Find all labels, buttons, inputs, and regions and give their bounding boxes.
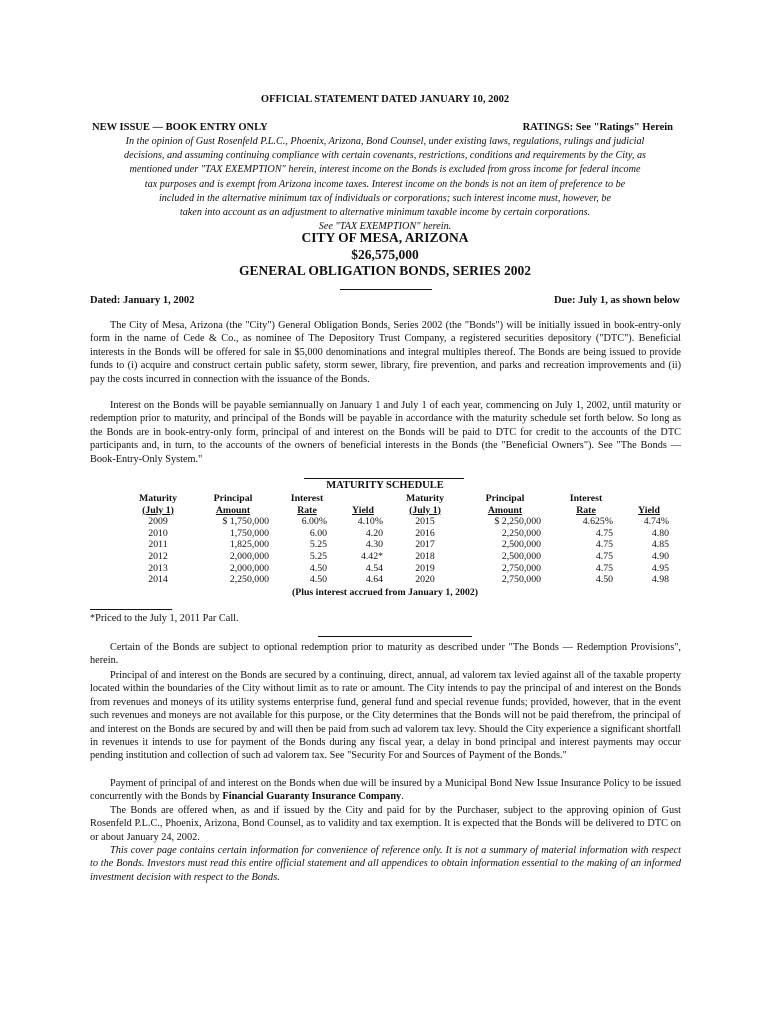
principal-amount-cell: 2,750,000 bbox=[501, 562, 541, 574]
title-divider bbox=[340, 289, 432, 290]
table-header-row-bottom bbox=[127, 505, 675, 517]
table-row bbox=[127, 539, 675, 551]
col-yield-header: Yield bbox=[352, 504, 374, 516]
principal-amount-cell: 2,500,000 bbox=[501, 550, 541, 562]
col-maturity-subheader: (July 1) bbox=[409, 504, 441, 516]
col-rate-subheader: Rate bbox=[576, 504, 596, 516]
yield-cell: 4.64 bbox=[365, 574, 383, 586]
maturity-year-cell: 2010 bbox=[148, 527, 168, 539]
principal-amount-cell: $ 1,750,000 bbox=[222, 516, 269, 528]
due-date: Due: July 1, as shown below bbox=[553, 295, 680, 306]
col-yield-spacer bbox=[337, 493, 389, 505]
interest-rate-cell: 4.50 bbox=[309, 574, 327, 586]
interest-rate-cell: 4.75 bbox=[595, 539, 613, 551]
interest-rate-cell: 5.25 bbox=[309, 550, 327, 562]
interest-rate-cell: 4.625% bbox=[582, 516, 613, 528]
col-interest-header: Interest bbox=[290, 493, 324, 504]
opinion-line: taken into account as an adjustment to alternative minimum taxable income by certain corporations. bbox=[179, 207, 591, 219]
interest-rate-cell: 4.75 bbox=[595, 562, 613, 574]
principal-amount-cell: 1,750,000 bbox=[229, 527, 269, 539]
maturity-year-cell: 2016 bbox=[415, 527, 435, 539]
paragraph-cover-notice: This cover page contains certain information for convenience of reference only. It is not a summary of material information with respect to the Bonds. Investors must read this entire official statement and all appendices to obtain information essential to the making of an informed investment decision with respect to the Bonds. bbox=[90, 845, 681, 883]
issue-series: GENERAL OBLIGATION BONDS, SERIES 2002 bbox=[239, 263, 531, 278]
issuer-name: CITY OF MESA, ARIZONA bbox=[301, 230, 469, 245]
table-row bbox=[127, 528, 675, 540]
maturity-year-cell: 2014 bbox=[148, 574, 168, 586]
maturity-year-cell: 2019 bbox=[415, 562, 435, 574]
interest-rate-cell: 4.75 bbox=[595, 550, 613, 562]
maturity-year-cell: 2011 bbox=[148, 539, 168, 551]
section-divider bbox=[318, 636, 472, 637]
col-principal-header: Principal bbox=[213, 493, 253, 504]
opinion-line: included in the alternative minimum tax of individuals or corporations; such interest income must, however, be bbox=[158, 192, 612, 204]
col-maturity-subheader: (July 1) bbox=[142, 504, 174, 516]
yield-cell: 4.20 bbox=[365, 527, 383, 539]
col-maturity-header: Maturity bbox=[405, 493, 445, 504]
maturity-year-cell: 2018 bbox=[415, 550, 435, 562]
principal-amount-cell: $ 2,250,000 bbox=[494, 516, 541, 528]
footnote: *Priced to the July 1, 2011 Par Call. bbox=[90, 613, 239, 624]
col-rate-subheader: Rate bbox=[297, 504, 317, 516]
yield-cell: 4.90 bbox=[651, 550, 669, 562]
table-row bbox=[127, 551, 675, 563]
official-statement-date: OFFICIAL STATEMENT DATED JANUARY 10, 2002 bbox=[260, 94, 510, 105]
maturity-year-cell: 2017 bbox=[415, 539, 435, 551]
ratings-label: RATINGS: See "Ratings" Herein bbox=[522, 122, 673, 133]
paragraph-insurance: Payment of principal of and interest on the Bonds when due will be insured by a Municipal Bond New Issue Insurance Policy to be issued concurrently with the Bonds by Financial Guaranty Insurance Company. bbox=[90, 778, 681, 803]
yield-cell: 4.30 bbox=[365, 539, 383, 551]
footnote-divider bbox=[90, 609, 172, 610]
interest-rate-cell: 6.00% bbox=[301, 516, 327, 528]
issue-title bbox=[0, 230, 770, 280]
col-interest-header: Interest bbox=[569, 493, 603, 504]
yield-cell: 4.54 bbox=[365, 562, 383, 574]
maturity-year-cell: 2020 bbox=[415, 574, 435, 586]
yield-cell: 4.10% bbox=[357, 516, 383, 528]
paragraph-redemption: Certain of the Bonds are subject to optional redemption prior to maturity as described under "The Bonds — Redemption Provisions", herein. bbox=[90, 642, 681, 667]
opinion-line: decisions, and assuming continuing compliance with certain covenants, restrictions, conditions and requirements by the City, as bbox=[123, 150, 647, 162]
yield-cell: 4.42* bbox=[360, 550, 383, 562]
paragraph-book-entry: The City of Mesa, Arizona (the "City") General Obligation Bonds, Series 2002 (the "Bonds") will be initially issued in book-entry-only form in the name of Cede & Co., as nominee of The Depository Trust Company, a registered securities depository ("DTC"). Beneficial interests in the Bonds will be offered for sale in $5,000 denominations and integral multiples thereof. The Bonds are being issued to provide funds to (i) acquire and construct certain public safety, storm sewer, library, fire prevention, and parks and recreation improvements and (ii) pay the costs incurred in connection with the issuance of the Bonds. bbox=[90, 320, 681, 385]
paragraph-security: Principal of and interest on the Bonds are secured by a continuing, direct, annual, ad valorem tax levied against all of the taxable property located within the boundaries of the City without limit as to rate or amount. The City intends to pay the principal of and interest on the Bonds from revenues and moneys of its utility systems enterprise fund, general fund and special revenue funds; provided, however, that in the event such revenues and moneys are not available for this purpose, or the City determines that the Bonds will not be paid therefrom, the principal of and interest on the Bonds are secured by and will then be paid from such ad valorem tax levy. Should the City experience a significant shortfall in revenues it intends to use for payment of the Bonds during any fiscal year, a delay in bond principal and interest payments may occur pending institution and collection of such ad valorem tax. See "Security For and Sources of Payment of the Bonds." bbox=[90, 670, 681, 762]
table-row bbox=[127, 574, 675, 586]
maturity-year-cell: 2015 bbox=[415, 516, 435, 528]
dated-date: Dated: January 1, 2002 bbox=[90, 295, 195, 306]
col-yield-header: Yield bbox=[638, 504, 660, 516]
principal-amount-cell: 2,750,000 bbox=[501, 574, 541, 586]
opinion-line: mentioned under "TAX EXEMPTION" herein, interest income on the Bonds is excluded from gross income for federal income bbox=[129, 164, 641, 176]
interest-rate-cell: 6.00 bbox=[309, 527, 327, 539]
opinion-line: See "TAX EXEMPTION" herein. bbox=[318, 221, 452, 233]
yield-cell: 4.85 bbox=[651, 539, 669, 551]
yield-cell: 4.74% bbox=[643, 516, 669, 528]
interest-rate-cell: 4.50 bbox=[595, 574, 613, 586]
principal-amount-cell: 1,825,000 bbox=[229, 539, 269, 551]
bond-counsel-opinion bbox=[86, 135, 684, 234]
col-principal-header: Principal bbox=[485, 493, 525, 504]
maturity-schedule-title: MATURITY SCHEDULE bbox=[326, 480, 444, 491]
yield-cell: 4.98 bbox=[651, 574, 669, 586]
schedule-divider bbox=[304, 478, 464, 479]
maturity-year-cell: 2009 bbox=[148, 516, 168, 528]
new-issue-label: NEW ISSUE — BOOK ENTRY ONLY bbox=[92, 122, 268, 133]
principal-amount-cell: 2,250,000 bbox=[501, 527, 541, 539]
paragraph-interest-payment: Interest on the Bonds will be payable semiannually on January 1 and July 1 of each year, commencing on July 1, 2002, until maturity or redemption prior to maturity, and principal of the Bonds will be payable in accordance with the maturity schedule set forth below. So long as the Bonds are in book-entry-only form, principal of and interest on the Bonds will be paid to DTC for credit to the accounts of the DTC participants and, in turn, to the accounts of the owners of beneficial interests in the Bonds (the "Beneficial Owners"). See "The Bonds — Book-Entry-Only System." bbox=[90, 400, 681, 465]
opinion-line: tax purposes and is exempt from Arizona income taxes. Interest income on the bonds is not an item of preference to be bbox=[144, 178, 626, 190]
issue-amount: $26,575,000 bbox=[351, 246, 419, 262]
maturity-schedule-table bbox=[127, 493, 675, 586]
col-yield-spacer bbox=[623, 493, 675, 505]
yield-cell: 4.80 bbox=[651, 527, 669, 539]
interest-rate-cell: 4.75 bbox=[595, 527, 613, 539]
yield-cell: 4.95 bbox=[651, 562, 669, 574]
interest-rate-cell: 4.50 bbox=[309, 562, 327, 574]
interest-rate-cell: 5.25 bbox=[309, 539, 327, 551]
principal-amount-cell: 2,500,000 bbox=[501, 539, 541, 551]
paragraph-offering: The Bonds are offered when, as and if issued by the City and paid for by the Purchaser, subject to the approving opinion of Gust Rosenfeld P.L.C., Phoenix, Arizona, Bond Counsel, as to validity and tax exemption. It is expected that the Bonds will be delivered to DTC on or about January 24, 2002. bbox=[90, 805, 681, 843]
insurer-name: Financial Guaranty Insurance Company bbox=[222, 791, 402, 803]
plus-accrued-interest: (Plus interest accrued from January 1, 2002) bbox=[291, 587, 479, 598]
maturity-year-cell: 2012 bbox=[148, 550, 168, 562]
principal-amount-cell: 2,000,000 bbox=[229, 562, 269, 574]
principal-amount-cell: 2,000,000 bbox=[229, 550, 269, 562]
col-maturity-header: Maturity bbox=[138, 493, 178, 504]
maturity-year-cell: 2013 bbox=[148, 562, 168, 574]
table-header-row-top bbox=[127, 493, 675, 505]
principal-amount-cell: 2,250,000 bbox=[229, 574, 269, 586]
table-row bbox=[127, 516, 675, 528]
opinion-line: In the opinion of Gust Rosenfeld P.L.C., Phoenix, Arizona, Bond Counsel, under existing laws, regulations, rulings and judicial bbox=[125, 136, 645, 147]
col-principal-subheader: Amount bbox=[215, 504, 251, 516]
col-principal-subheader: Amount bbox=[487, 504, 523, 516]
table-row bbox=[127, 563, 675, 575]
